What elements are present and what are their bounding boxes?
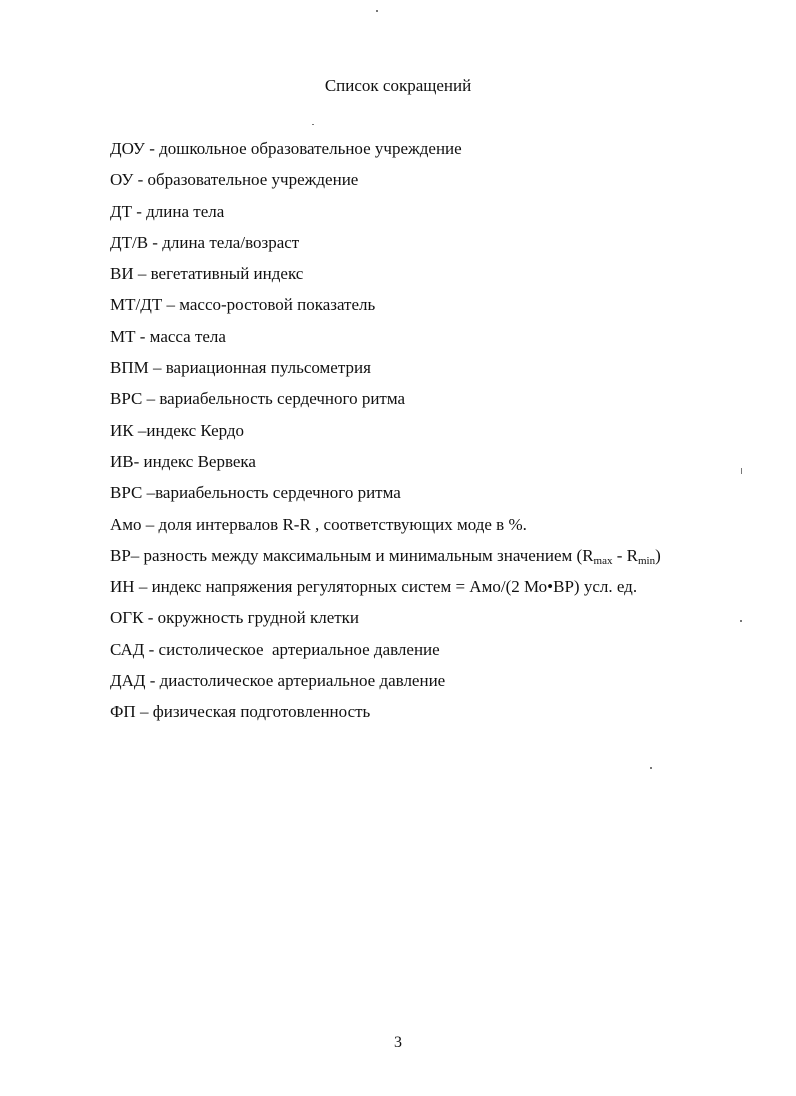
separator: -: [148, 232, 163, 252]
page-number: 3: [394, 1034, 402, 1051]
scan-speck: [740, 620, 742, 622]
definition: вариабельность сердечного ритма: [155, 483, 401, 503]
separator: –: [162, 295, 180, 315]
definition: вариационная пульсометрия: [165, 358, 371, 378]
definition: массо-ростовой показатель: [179, 295, 376, 315]
separator: –: [148, 358, 166, 378]
subscript-min: min: [638, 554, 656, 567]
abbreviation: ДТ/В: [110, 232, 149, 252]
separator: –: [142, 389, 160, 409]
abbreviation: ДТ: [110, 201, 132, 221]
list-item: [110, 450, 750, 481]
abbreviation: ИВ: [110, 451, 134, 471]
definition: разность между максимальным и минимальным значением (R: [143, 545, 594, 565]
scan-speck: [650, 767, 652, 769]
abbreviation: ДАД: [110, 671, 146, 691]
list-item: [110, 638, 750, 669]
list-item: [110, 481, 750, 512]
definition: диастолическое артериальное давление: [159, 671, 446, 691]
separator: -: [145, 671, 160, 691]
abbreviation: ОУ: [110, 170, 134, 190]
separator: -: [144, 639, 159, 659]
definition: окружность грудной клетки: [157, 608, 360, 628]
page-title: Список сокращений: [324, 76, 472, 95]
abbreviation: ФП: [110, 702, 136, 722]
abbreviation: ИК: [110, 420, 134, 440]
abbreviation: ВИ: [110, 264, 134, 284]
list-item: [110, 231, 750, 262]
list-item: [110, 387, 750, 418]
list-item: [110, 419, 750, 450]
list-item: [110, 700, 750, 731]
abbreviation: МТ/ДТ: [110, 295, 163, 315]
separator: –: [133, 420, 147, 440]
abbreviation: ВР: [110, 545, 131, 565]
definition: образовательное учреждение: [147, 170, 359, 190]
definition: вегетативный индекс: [150, 264, 304, 284]
definition: доля интервалов R-R , соответствующих моде в %.: [158, 514, 527, 534]
separator: –: [142, 483, 156, 503]
list-item: [110, 137, 750, 168]
separator: -: [135, 326, 150, 346]
separator: –: [133, 264, 151, 284]
scan-speck: [741, 468, 742, 474]
separator: -: [143, 608, 158, 628]
separator: -: [144, 139, 160, 158]
separator: –: [130, 545, 144, 565]
list-item: [110, 200, 750, 231]
subscript-max: max: [593, 554, 613, 567]
list-item: [110, 544, 750, 575]
definition: физическая подготовленность: [152, 702, 371, 722]
list-item: [110, 513, 750, 544]
separator: -: [133, 170, 148, 190]
abbreviation: ВРС: [110, 483, 143, 503]
list-item: [110, 669, 750, 700]
list-item: [110, 575, 750, 606]
definition: вариабельность сердечного ритма: [159, 389, 406, 409]
list-item: [110, 606, 750, 637]
separator: -: [131, 201, 147, 221]
abbreviation: ОГК: [110, 608, 144, 628]
definition: длина тела/возраст: [162, 232, 300, 252]
abbreviation-list: [110, 137, 750, 732]
definition: индекс Вервека: [143, 451, 256, 471]
abbreviation: Амо: [110, 514, 142, 534]
definition: длина тела: [146, 201, 225, 221]
definition: масса тела: [149, 326, 226, 346]
abbreviation: ДОУ: [110, 139, 145, 158]
separator: –: [141, 514, 159, 534]
list-item: [110, 262, 750, 293]
scan-speck: [312, 124, 314, 125]
abbreviation: ИН: [110, 577, 135, 597]
definition: систолическое артериальное давление: [158, 639, 440, 659]
definition-tail: ): [655, 545, 661, 565]
list-item: [110, 356, 750, 387]
separator: -: [133, 451, 144, 471]
list-item: [110, 168, 750, 199]
abbreviation: ВПМ: [110, 358, 149, 378]
definition: индекс Кердо: [146, 420, 245, 440]
abbreviation: ВРС: [110, 389, 143, 409]
separator: –: [135, 702, 153, 722]
definition: индекс напряжения регуляторных систем = Амо/(2 Мо•ВР) усл. ед.: [151, 577, 638, 597]
separator: –: [134, 577, 152, 597]
definition-mid: - R: [612, 545, 638, 565]
scan-speck: [376, 10, 378, 12]
abbreviation: МТ: [110, 326, 136, 346]
definition: дошкольное образовательное учреждение: [159, 139, 462, 158]
abbreviation: САД: [110, 639, 145, 659]
list-item: [110, 293, 750, 324]
list-item: [110, 325, 750, 356]
